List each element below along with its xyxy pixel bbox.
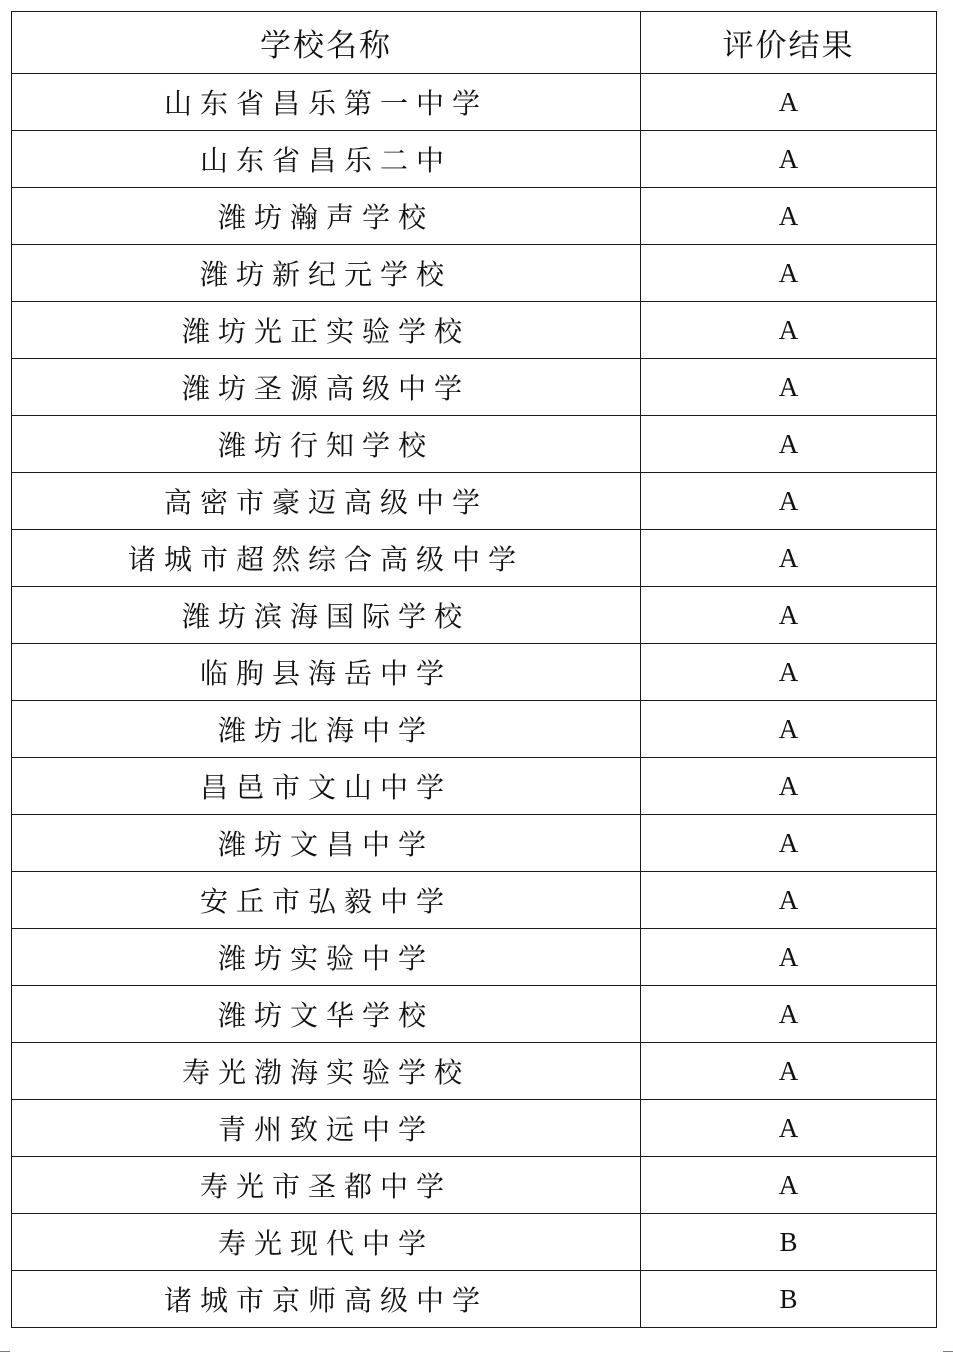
table-body xyxy=(12,74,937,1328)
evaluation-result-cell: A xyxy=(641,1043,937,1100)
evaluation-result-cell: B xyxy=(641,1271,937,1328)
school-name-cell: 高密市豪迈高级中学 xyxy=(12,473,641,530)
table-row xyxy=(12,758,937,815)
school-name-cell: 寿光渤海实验学校 xyxy=(12,1043,641,1100)
table-row xyxy=(12,473,937,530)
school-name-cell: 诸城市京师高级中学 xyxy=(12,1271,641,1328)
school-name-cell: 潍坊瀚声学校 xyxy=(12,188,641,245)
table-row xyxy=(12,1214,937,1271)
school-name-cell: 临朐县海岳中学 xyxy=(12,644,641,701)
header-evaluation-result: 评价结果 xyxy=(641,12,937,74)
evaluation-result-cell: A xyxy=(641,1100,937,1157)
table-row xyxy=(12,815,937,872)
school-name-cell: 潍坊文昌中学 xyxy=(12,815,641,872)
school-name-cell: 潍坊新纪元学校 xyxy=(12,245,641,302)
school-name-cell: 潍坊圣源高级中学 xyxy=(12,359,641,416)
evaluation-result-cell: A xyxy=(641,587,937,644)
table-row xyxy=(12,1043,937,1100)
school-name-cell: 诸城市超然综合高级中学 xyxy=(12,530,641,587)
evaluation-result-cell: A xyxy=(641,473,937,530)
school-name-cell: 潍坊北海中学 xyxy=(12,701,641,758)
table-row xyxy=(12,587,937,644)
page-corner-mark-right xyxy=(943,1351,953,1354)
school-name-cell: 寿光现代中学 xyxy=(12,1214,641,1271)
evaluation-result-cell: A xyxy=(641,1157,937,1214)
evaluation-result-cell: A xyxy=(641,245,937,302)
evaluation-result-cell: A xyxy=(641,872,937,929)
header-school-name: 学校名称 xyxy=(12,12,641,74)
table-row xyxy=(12,1100,937,1157)
evaluation-result-cell: A xyxy=(641,644,937,701)
school-name-cell: 昌邑市文山中学 xyxy=(12,758,641,815)
evaluation-result-cell: A xyxy=(641,986,937,1043)
school-name-cell: 潍坊光正实验学校 xyxy=(12,302,641,359)
table-row xyxy=(12,131,937,188)
table-row xyxy=(12,929,937,986)
evaluation-result-cell: A xyxy=(641,302,937,359)
table-row xyxy=(12,1271,937,1328)
school-name-cell: 安丘市弘毅中学 xyxy=(12,872,641,929)
table-row xyxy=(12,188,937,245)
evaluation-result-cell: B xyxy=(641,1214,937,1271)
table-row xyxy=(12,302,937,359)
school-name-cell: 潍坊滨海国际学校 xyxy=(12,587,641,644)
school-name-cell: 潍坊行知学校 xyxy=(12,416,641,473)
table-row xyxy=(12,74,937,131)
evaluation-result-cell: A xyxy=(641,929,937,986)
table-header-row xyxy=(12,12,937,74)
evaluation-result-cell: A xyxy=(641,74,937,131)
table-row xyxy=(12,701,937,758)
evaluation-result-cell: A xyxy=(641,188,937,245)
table-row xyxy=(12,986,937,1043)
evaluation-result-cell: A xyxy=(641,815,937,872)
table-row xyxy=(12,416,937,473)
school-name-cell: 山东省昌乐二中 xyxy=(12,131,641,188)
table-row xyxy=(12,872,937,929)
school-name-cell: 山东省昌乐第一中学 xyxy=(12,74,641,131)
evaluation-results-table xyxy=(11,11,937,1328)
school-name-cell: 潍坊文华学校 xyxy=(12,986,641,1043)
table-row xyxy=(12,530,937,587)
table-row xyxy=(12,245,937,302)
evaluation-result-cell: A xyxy=(641,416,937,473)
school-name-cell: 潍坊实验中学 xyxy=(12,929,641,986)
table-row xyxy=(12,644,937,701)
table-row xyxy=(12,359,937,416)
evaluation-result-cell: A xyxy=(641,701,937,758)
page-corner-mark-left xyxy=(0,1351,10,1354)
evaluation-result-cell: A xyxy=(641,359,937,416)
evaluation-result-cell: A xyxy=(641,131,937,188)
evaluation-result-cell: A xyxy=(641,758,937,815)
school-name-cell: 青州致远中学 xyxy=(12,1100,641,1157)
evaluation-result-cell: A xyxy=(641,530,937,587)
table-row xyxy=(12,1157,937,1214)
school-name-cell: 寿光市圣都中学 xyxy=(12,1157,641,1214)
